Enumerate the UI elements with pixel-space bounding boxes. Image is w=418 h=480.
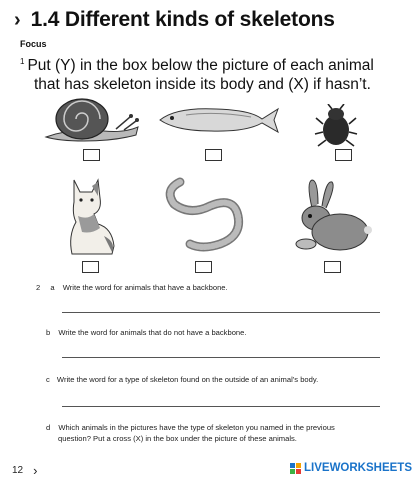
- question-2d: [46, 422, 335, 444]
- question-1-number: 1: [20, 57, 25, 66]
- page-title: 1.4 Different kinds of skeletons: [30, 8, 335, 31]
- question-2d-text-2: question? Put a cross (X) in the box under the picture of these animals.: [58, 434, 297, 443]
- question-2d-text-1: Which animals in the pictures have the type of skeleton you named in the previous: [58, 423, 335, 432]
- answer-line-a[interactable]: [62, 312, 380, 313]
- worm-checkbox[interactable]: [195, 261, 212, 273]
- chevron-right-icon: ›: [33, 463, 38, 478]
- fish-image: [156, 105, 280, 135]
- title-row: [14, 8, 335, 32]
- question-1: [20, 52, 412, 94]
- page-number: [12, 463, 37, 478]
- question-2c-letter: c: [46, 375, 50, 384]
- cat-checkbox[interactable]: [82, 261, 99, 273]
- question-2b-text: Write the word for animals that do not have a backbone.: [58, 328, 247, 337]
- brand-text: LIVEWORKSHEETS: [304, 462, 412, 474]
- rabbit-checkbox[interactable]: [324, 261, 341, 273]
- answer-line-c[interactable]: [62, 406, 380, 407]
- page-number-text: 12: [12, 465, 24, 476]
- question-2c-text: Write the word for a type of skeleton found on the outside of an animal’s body.: [56, 375, 319, 384]
- snail-checkbox[interactable]: [83, 149, 100, 161]
- question-2b-letter: b: [46, 328, 51, 337]
- chevron-right-icon: ›: [14, 8, 21, 31]
- question-1-line-2: that has skeleton inside its body and (X) if hasn’t.: [34, 76, 371, 94]
- snail-image: [44, 97, 140, 143]
- question-2c: [46, 375, 318, 384]
- question-2a-letter: a: [50, 283, 55, 292]
- fish-checkbox[interactable]: [205, 149, 222, 161]
- question-2b: [46, 328, 246, 337]
- rabbit-image: [290, 178, 372, 254]
- liveworksheets-logo[interactable]: [290, 462, 412, 474]
- worm-image: [160, 172, 248, 256]
- focus-label: Focus: [20, 39, 47, 49]
- question-2a: [36, 283, 228, 292]
- beetle-image: [314, 104, 358, 148]
- question-2-number: 2: [36, 283, 41, 292]
- beetle-checkbox[interactable]: [335, 149, 352, 161]
- question-2a-text: Write the word for animals that have a backbone.: [62, 283, 228, 292]
- liveworksheets-icon: [290, 463, 301, 474]
- question-2d-letter: d: [46, 423, 51, 432]
- answer-line-b[interactable]: [62, 357, 380, 358]
- question-1-line-1: Put (Y) in the box below the picture of each animal: [27, 57, 374, 75]
- cat-image: [64, 176, 120, 256]
